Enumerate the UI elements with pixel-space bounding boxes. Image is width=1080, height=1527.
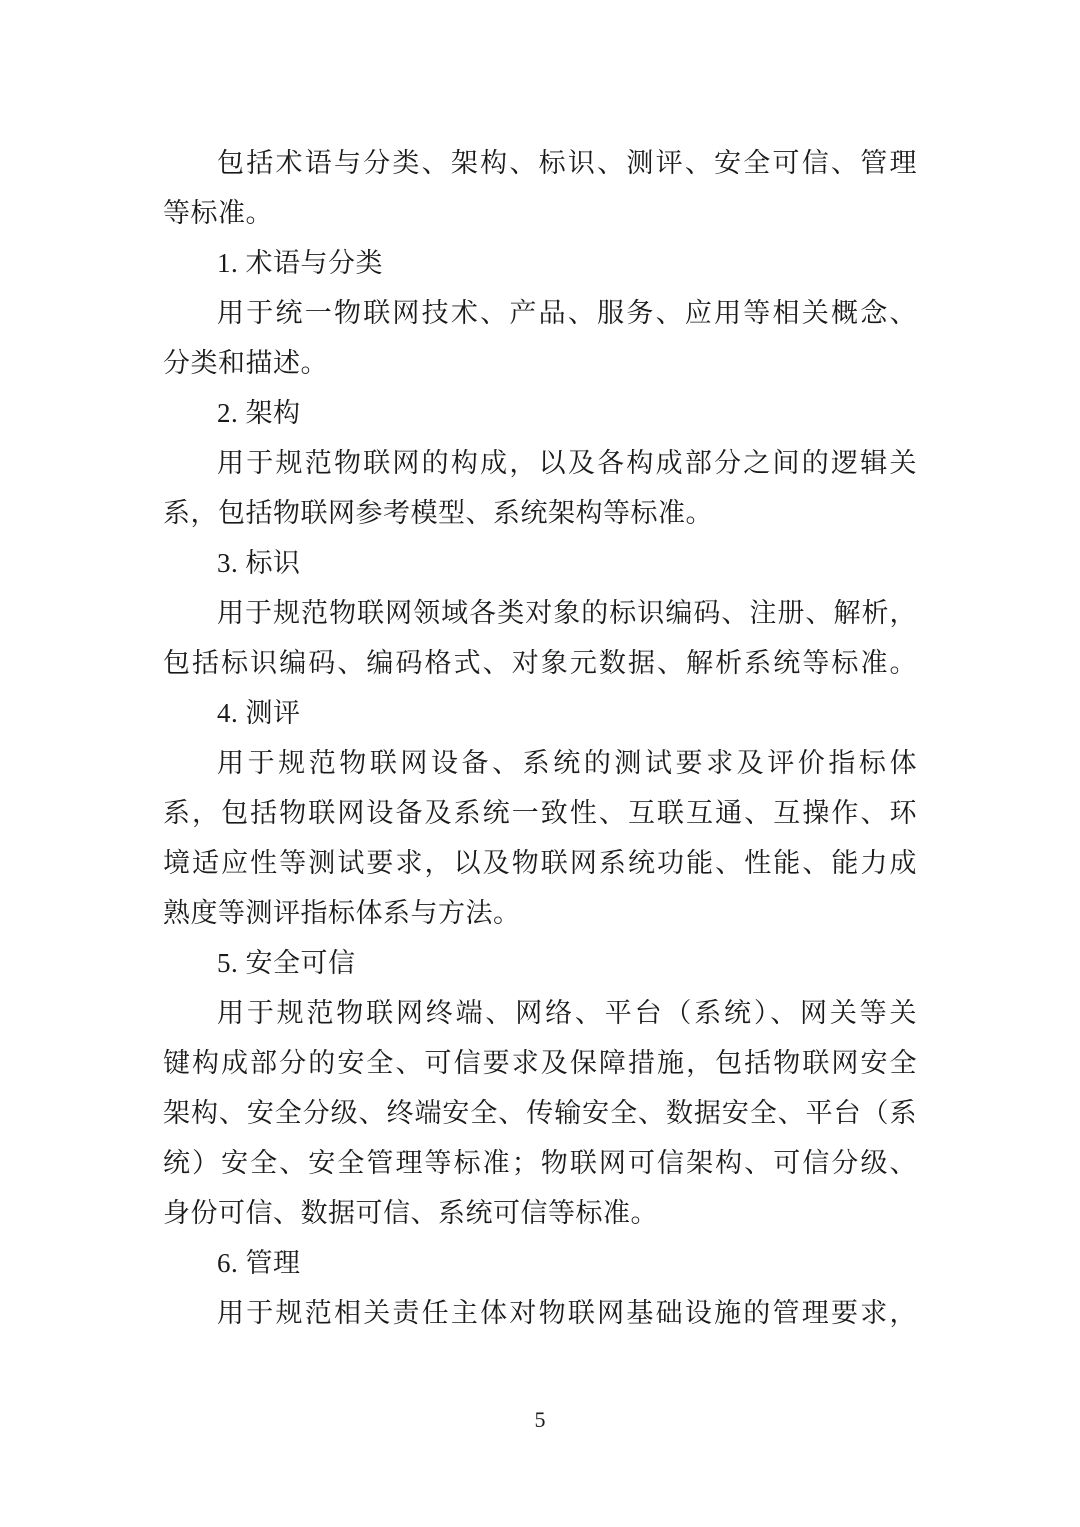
- paragraph-line: 键构成部分的安全、可信要求及保障措施，包括物联网安全: [163, 1048, 917, 1078]
- heading-management: 6. 管理: [217, 1248, 301, 1278]
- heading-terms-classification: 1. 术语与分类: [217, 248, 383, 278]
- paragraph-line: 包括术语与分类、架构、标识、测评、安全可信、管理: [217, 148, 917, 178]
- paragraph-line: 包括标识编码、编码格式、对象元数据、解析系统等标准。: [163, 648, 917, 678]
- paragraph-line: 系，包括物联网参考模型、系统架构等标准。: [163, 498, 713, 528]
- paragraph-line: 用于规范物联网终端、网络、平台（系统）、网关等关: [217, 998, 917, 1028]
- document-body: [163, 138, 917, 1338]
- paragraph-line: 用于规范相关责任主体对物联网基础设施的管理要求，: [217, 1298, 917, 1328]
- page-number: 5: [534, 1407, 546, 1432]
- paragraph-line: 用于统一物联网技术、产品、服务、应用等相关概念、: [217, 298, 917, 328]
- heading-identification: 3. 标识: [217, 548, 301, 578]
- paragraph-line: 统）安全、安全管理等标准；物联网可信架构、可信分级、: [163, 1148, 917, 1178]
- paragraph-line: 熟度等测评指标体系与方法。: [163, 898, 521, 928]
- paragraph-line: 用于规范物联网领域各类对象的标识编码、注册、解析，: [217, 598, 917, 628]
- heading-evaluation: 4. 测评: [217, 698, 301, 728]
- heading-architecture: 2. 架构: [217, 398, 301, 428]
- paragraph-line: 架构、安全分级、终端安全、传输安全、数据安全、平台（系: [163, 1098, 917, 1128]
- paragraph-line: 系，包括物联网设备及系统一致性、互联互通、互操作、环: [163, 798, 917, 828]
- paragraph-line: 用于规范物联网设备、系统的测试要求及评价指标体: [217, 748, 917, 778]
- paragraph-line: 等标准。: [163, 198, 273, 228]
- paragraph-line: 用于规范物联网的构成，以及各构成部分之间的逻辑关: [217, 448, 917, 478]
- paragraph-line: 分类和描述。: [163, 348, 328, 378]
- paragraph-line: 身份可信、数据可信、系统可信等标准。: [163, 1198, 658, 1228]
- paragraph-line: 境适应性等测试要求，以及物联网系统功能、性能、能力成: [163, 848, 917, 878]
- heading-security-trust: 5. 安全可信: [217, 948, 356, 978]
